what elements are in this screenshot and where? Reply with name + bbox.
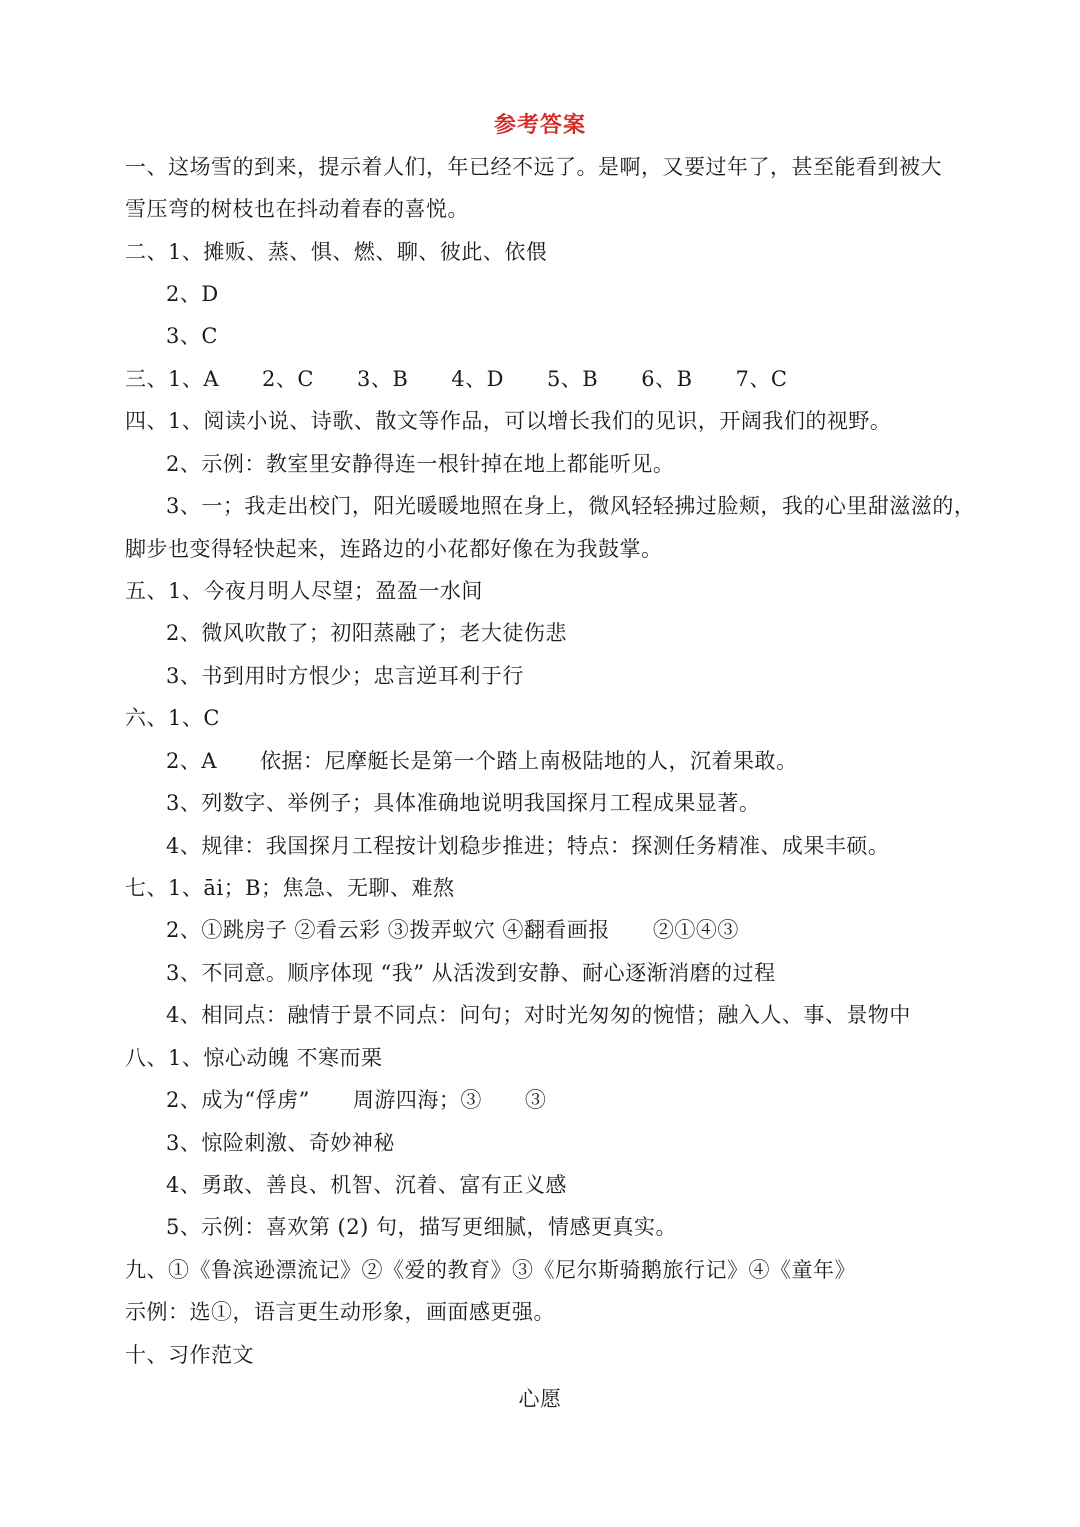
answer-line-4-3-cont: 脚步也变得轻快起来，连路边的小花都好像在为我鼓掌。 <box>125 537 663 561</box>
answer-line-8-2: 2、成为“俘虏” 周游四海；③ ③ <box>166 1088 547 1112</box>
answer-line-9: 九、①《鲁滨逊漂流记》②《爱的教育》③《尼尔斯骑鹅旅行记》④《童年》 <box>125 1258 856 1282</box>
answer-line-5-2: 2、微风吹散了；初阳蒸融了；老大徒伤悲 <box>166 621 567 645</box>
answer-line-6-3: 3、列数字、举例子；具体准确地说明我国探月工程成果显著。 <box>166 791 761 815</box>
answer-line-2-1: 二、1、摊贩、蒸、惧、燃、聊、彼此、依偎 <box>125 240 548 264</box>
answer-line-6-1: 六、1、C <box>125 706 220 730</box>
answer-line-4-2: 2、示例：教室里安静得连一根针掉在地上都能听见。 <box>166 452 675 476</box>
answer-line-3: 三、1、A 2、C 3、B 4、D 5、B 6、B 7、C <box>125 367 788 391</box>
answer-line-5-3: 3、书到用时方恨少；忠言逆耳利于行 <box>166 664 524 688</box>
answer-line-7-3: 3、不同意。顺序体现 “我” 从活泼到安静、耐心逐渐消磨的过程 <box>166 961 776 985</box>
answer-line-10: 十、习作范文 <box>125 1343 254 1367</box>
answer-line-1: 一、这场雪的到来，提示着人们，年已经不远了。是啊，又要过年了，甚至能看到被大 <box>125 155 942 179</box>
answer-line-4-3: 3、一；我走出校门，阳光暖暖地照在身上，微风轻轻拂过脸颊，我的心里甜滋滋的， <box>166 494 976 518</box>
answer-line-9-example: 示例：选①，语言更生动形象，画面感更强。 <box>125 1300 555 1324</box>
answer-line-4-1: 四、1、阅读小说、诗歌、散文等作品，可以增长我们的见识，开阔我们的视野。 <box>125 409 892 433</box>
answer-line-6-4: 4、规律：我国探月工程按计划稳步推进；特点：探测任务精准、成果丰硕。 <box>166 834 890 858</box>
answer-line-1-cont: 雪压弯的树枝也在抖动着春的喜悦。 <box>125 197 469 221</box>
answer-line-6-2: 2、A 依据：尼摩艇长是第一个踏上南极陆地的人，沉着果敢。 <box>166 749 798 773</box>
answer-line-5-1: 五、1、今夜月明人尽望；盈盈一水间 <box>125 579 483 603</box>
answer-line-8-1: 八、1、惊心动魄 不寒而栗 <box>125 1046 383 1070</box>
page-title: 参考答案 <box>493 112 586 138</box>
answer-line-7-4: 4、相同点：融情于景不同点：问句；对时光匆匆的惋惜；融入人、事、景物中 <box>166 1003 911 1027</box>
answer-line-8-3: 3、惊险刺激、奇妙神秘 <box>166 1131 395 1155</box>
answer-line-2-3: 3、C <box>166 324 218 348</box>
answer-line-7-2: 2、①跳房子 ②看云彩 ③拨弄蚁穴 ④翻看画报 ②①④③ <box>166 918 739 942</box>
answer-line-2-2: 2、D <box>166 282 219 306</box>
essay-title: 心愿 <box>518 1387 562 1411</box>
answer-line-8-4: 4、勇敢、善良、机智、沉着、富有正义感 <box>166 1173 567 1197</box>
answer-line-7-1: 七、1、āi；B；焦急、无聊、难熬 <box>125 876 455 900</box>
answer-line-8-5: 5、示例：喜欢第 (2) 句，描写更细腻，情感更真实。 <box>166 1215 677 1239</box>
